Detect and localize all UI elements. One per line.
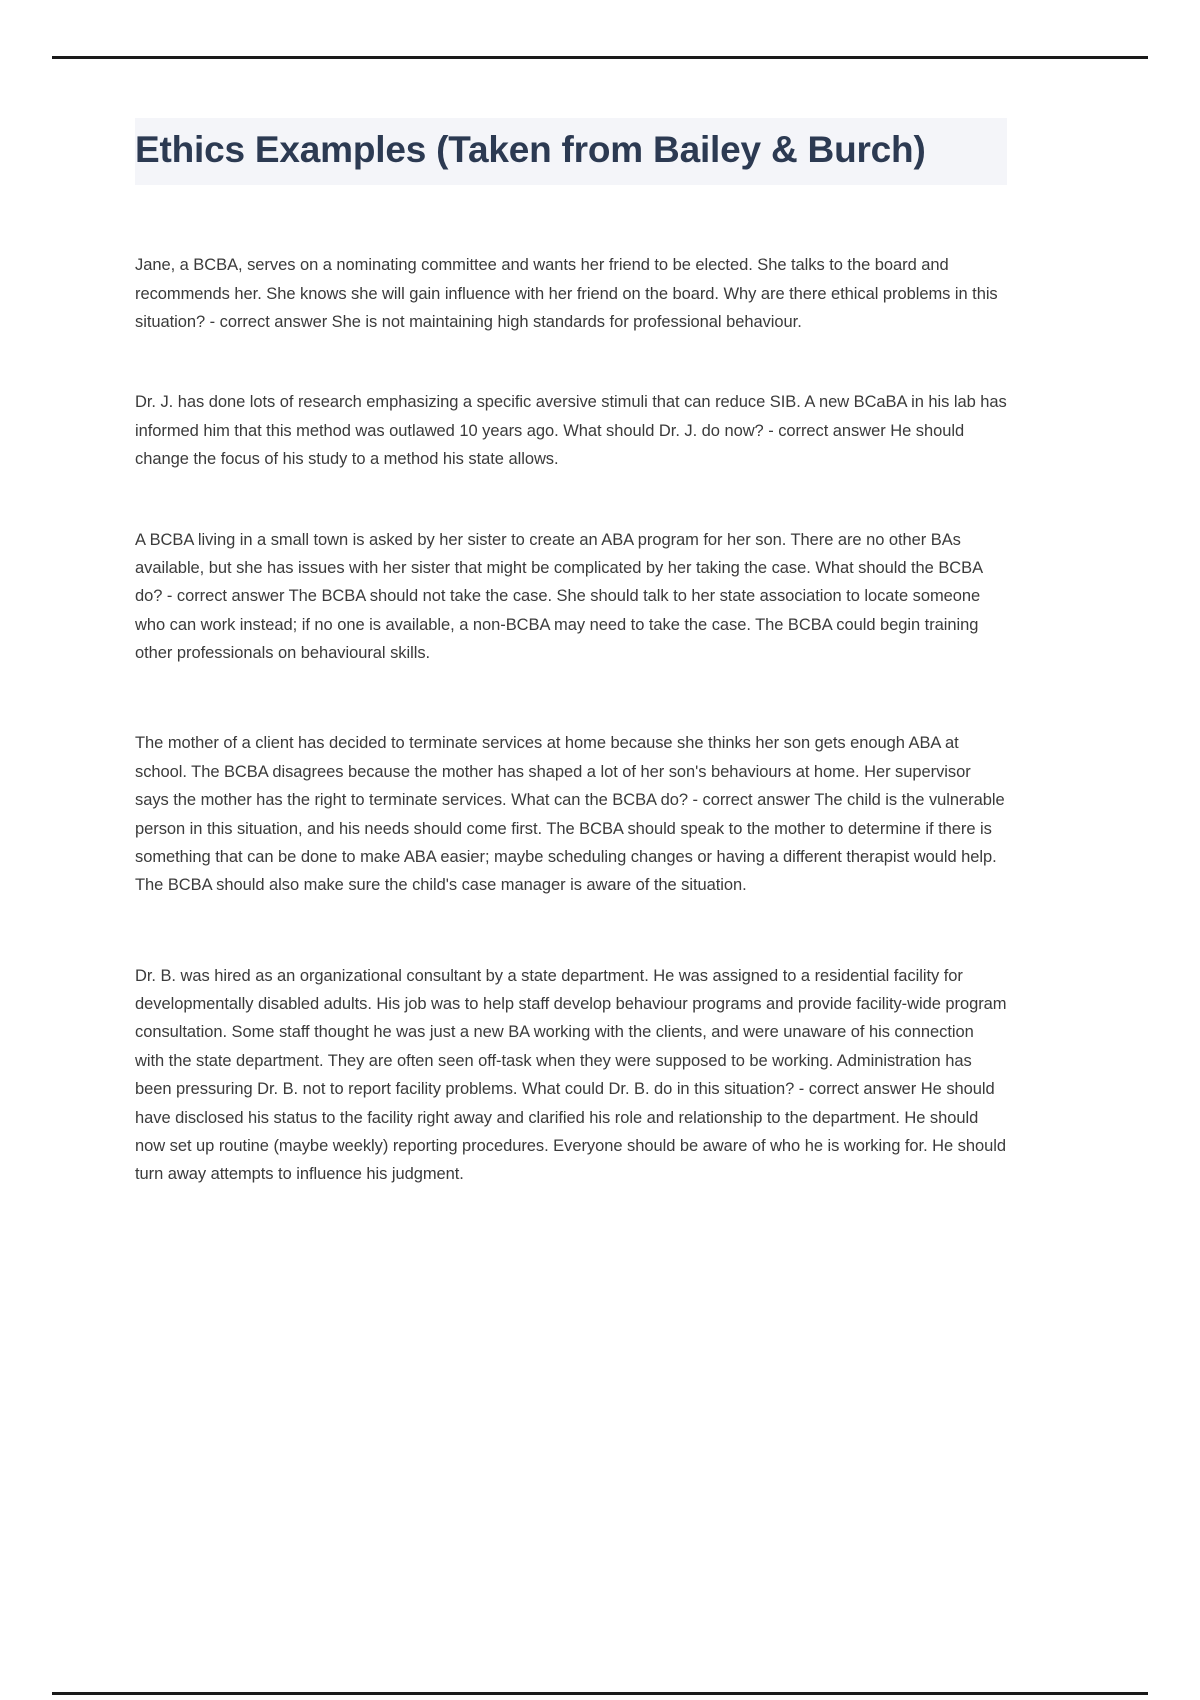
paragraph-5: Dr. B. was hired as an organizational consultant by a state department. He was assigned to a residential facility for developmentally disabled adults. His job was to help staff develop behaviour programs and provide facility-wide program consultation. Some staff thought he was just a new BA working with the clients, and were unaware of his connection with the state department. They are often seen off-task when they were supposed to be working. Administration has been pressuring Dr. B. not to report facility problems. What could Dr. B. do in this situation? - correct answer He should have disclosed his status to the facility right away and clarified his role and relationship to the department. He should now set up routine (maybe weekly) reporting procedures. Everyone should be aware of who he is working for. He should turn away attempts to influence his judgment. <box>135 966 1007 1184</box>
header-divider-rule <box>52 56 1148 59</box>
paragraph-1: Jane, a BCBA, serves on a nominating committee and wants her friend to be elected. She talks to the board and recommends her. She knows she will gain influence with her friend on the board. Why are there ethical problems in this situation? - correct answer She is not maintaining high standards for professional behaviour. <box>135 256 998 332</box>
paragraph-4: The mother of a client has decided to terminate services at home because she thinks her son gets enough ABA at school. The BCBA disagrees because the mother has shaped a lot of her son's behaviours at home. Her supervisor says the mother has the right to terminate services. What can the BCBA do? - correct answer The child is the vulnerable person in this situation, and his needs should come first. The BCBA should speak to the mother to determine if there is something that can be done to make ABA easier; maybe scheduling changes or having a different therapist would help. The BCBA should also make sure the child's case manager is aware of the situation. <box>135 734 1005 895</box>
paragraph-2: Dr. J. has done lots of research emphasizing a specific aversive stimuli that can reduce SIB. A new BCaBA in his lab has informed him that this method was outlawed 10 years ago. What should Dr. J. do now? - correct answer He should change the focus of his study to a method his state allows. <box>135 393 1007 469</box>
page-title: Ethics Examples (Taken from Bailey & Burch) <box>135 118 1007 185</box>
document-content <box>135 118 1007 1189</box>
paragraph-3: A BCBA living in a small town is asked by her sister to create an ABA program for her son. There are no other BAs available, but she has issues with her sister that might be complicated by her taking the case. What should the BCBA do? - correct answer The BCBA should not take the case. She should talk to her state association to locate someone who can work instead; if no one is available, a non-BCBA may need to take the case. The BCBA could begin training other professionals on behavioural skills. <box>135 530 983 663</box>
document-body <box>135 251 1007 1188</box>
footer-divider-rule <box>52 1692 1148 1695</box>
